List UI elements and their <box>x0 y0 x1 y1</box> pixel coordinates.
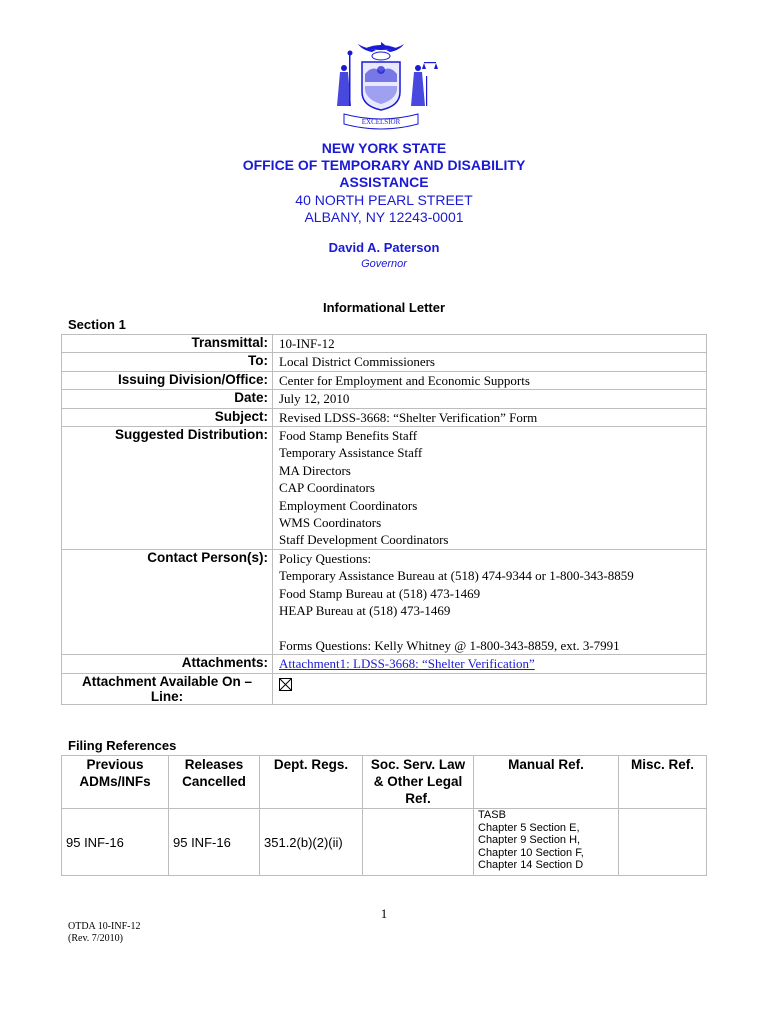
table-row <box>62 809 707 876</box>
column-header-manual-ref: Manual Ref. <box>474 756 619 809</box>
column-header-releases: Releases Cancelled <box>169 756 260 809</box>
manual-ref-line: Chapter 9 Section H, <box>478 834 581 846</box>
letter-type: Informational Letter <box>322 300 446 315</box>
manual-ref-line: Chapter 10 Section F, <box>478 846 584 859</box>
list-item: WMS Coordinators <box>279 515 382 531</box>
table-row <box>62 371 707 389</box>
filing-references-title: Filing References <box>68 738 177 753</box>
subject-label: Subject: <box>62 408 273 426</box>
office-name-line1: OFFICE OF TEMPORARY AND DISABILITY <box>242 157 526 173</box>
checkbox-checked-icon[interactable] <box>279 678 292 691</box>
issuing-label: Issuing Division/Office: <box>62 371 273 389</box>
footer-form-id: OTDA 10-INF-12 <box>68 921 141 932</box>
issuing-value: Center for Employment and Economic Supports <box>273 371 707 389</box>
cell-manual-ref <box>474 809 619 876</box>
contact-label: Contact Person(s): <box>62 549 273 654</box>
column-header-dept-regs: Dept. Regs. <box>260 756 363 809</box>
new-york-state-seal <box>318 40 444 136</box>
table-row <box>62 408 707 426</box>
office-name-line2: ASSISTANCE <box>339 174 429 190</box>
cell-soc-serv <box>363 809 474 876</box>
contact-ta-bureau: Temporary Assistance Bureau at (518) 474-9344 or 1-800-343-8859 <box>279 568 634 584</box>
justice-figure-icon <box>411 62 438 106</box>
column-header-previous: Previous ADMs/INFs <box>62 756 169 809</box>
table-row <box>62 335 707 353</box>
contact-fs-bureau: Food Stamp Bureau at (518) 473-1469 <box>279 585 481 601</box>
to-label: To: <box>62 353 273 371</box>
contact-forms: Forms Questions: Kelly Whitney @ 1-800-343-8859, ext. 3-7991 <box>279 637 620 653</box>
info-table <box>61 334 707 705</box>
liberty-figure-icon <box>337 51 353 107</box>
list-item: CAP Coordinators <box>279 480 375 496</box>
contact-details <box>273 549 707 654</box>
address-line1: 40 NORTH PEARL STREET <box>295 192 473 208</box>
list-item: MA Directors <box>279 462 351 478</box>
cell-releases: 95 INF-16 <box>169 809 260 876</box>
contact-heap-bureau: HEAP Bureau at (518) 473-1469 <box>279 603 451 619</box>
attachment-link[interactable]: Attachment1: LDSS-3668: “Shelter Verification” <box>279 656 535 672</box>
manual-ref-line: Chapter 5 Section E, <box>478 821 580 834</box>
to-value: Local District Commissioners <box>273 353 707 371</box>
table-header-row <box>62 756 707 809</box>
form-footer <box>68 921 141 945</box>
transmittal-value: 10-INF-12 <box>273 335 707 353</box>
table-row <box>62 353 707 371</box>
state-name: NEW YORK STATE <box>321 140 447 156</box>
page-number: 1 <box>380 906 388 921</box>
date-label: Date: <box>62 390 273 408</box>
section-label: Section 1 <box>68 317 126 332</box>
spacer <box>279 620 702 637</box>
manual-ref-line: Chapter 14 Section D <box>478 859 584 871</box>
list-item: Food Stamp Benefits Staff <box>279 428 418 444</box>
list-item: Temporary Assistance Staff <box>279 445 423 461</box>
table-row <box>62 390 707 408</box>
table-row <box>62 655 707 673</box>
address-line2: ALBANY, NY 12243-0001 <box>304 209 464 225</box>
table-row <box>62 427 707 550</box>
manual-ref-line: TASB <box>478 809 506 821</box>
governor-name: David A. Paterson <box>328 240 440 255</box>
governor-title: Governor <box>361 258 407 270</box>
cell-misc-ref <box>619 809 707 876</box>
footer-revision: (Rev. 7/2010) <box>68 933 123 944</box>
seal-motto: EXCELSIOR <box>361 118 401 126</box>
online-label: Attachment Available On – Line: <box>62 673 273 704</box>
distribution-list <box>273 427 707 550</box>
table-row <box>62 549 707 654</box>
contact-policy: Policy Questions: <box>279 550 372 566</box>
column-header-soc-serv: Soc. Serv. Law & Other Legal Ref. <box>363 756 474 809</box>
filing-references-table <box>61 755 707 876</box>
cell-previous: 95 INF-16 <box>62 809 169 876</box>
date-value: July 12, 2010 <box>273 390 707 408</box>
subject-value: Revised LDSS-3668: “Shelter Verification” Form <box>273 408 707 426</box>
table-row <box>62 673 707 704</box>
list-item: Staff Development Coordinators <box>279 532 449 548</box>
cell-dept-regs: 351.2(b)(2)(ii) <box>260 809 363 876</box>
attachments-label: Attachments: <box>62 655 273 673</box>
eagle-icon <box>358 42 404 52</box>
column-header-misc-ref: Misc. Ref. <box>619 756 707 809</box>
list-item: Employment Coordinators <box>279 497 418 513</box>
transmittal-label: Transmittal: <box>62 335 273 353</box>
distribution-label: Suggested Distribution: <box>62 427 273 550</box>
